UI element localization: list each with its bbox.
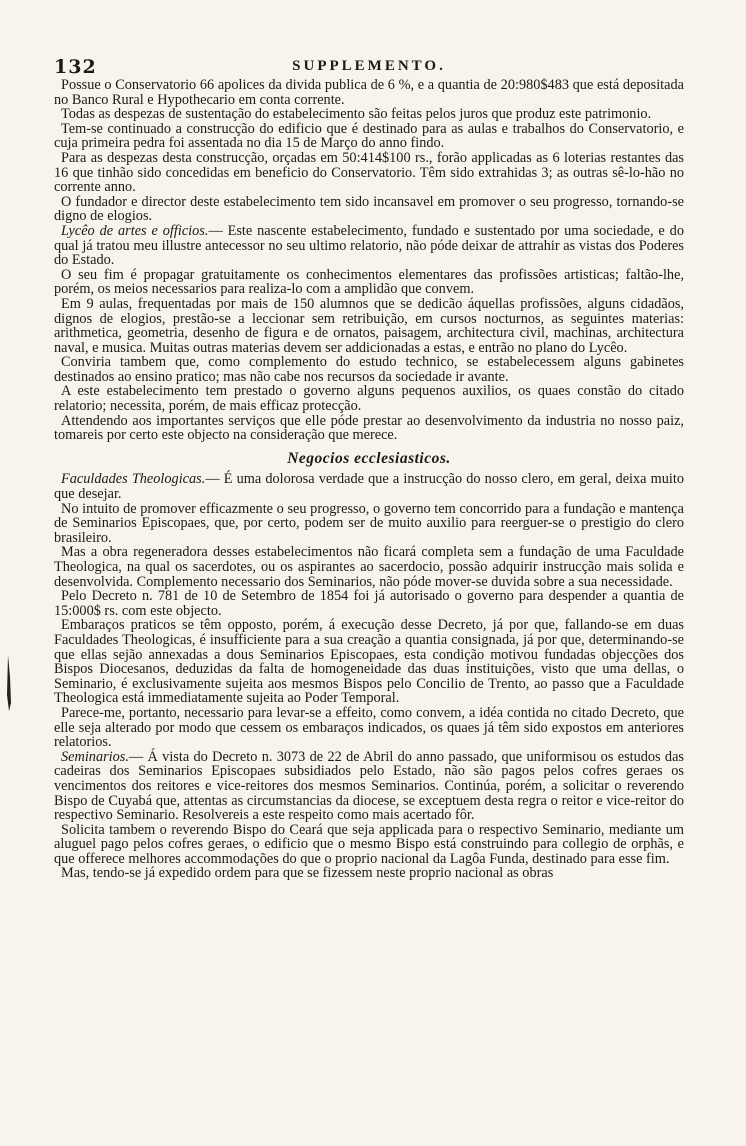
paragraph-text: Solicita tambem o reverendo Bispo do Ceará que seja applicada para o respectivo Seminario, mediante um aluguel pago pelos cofres geraes, o edificio que o mesmo Bispo está construindo para collegio de orphãs, e que offerece melhores accommodações do que o proprio nacional da Lagôa Funda, destinado para esse fim. (54, 821, 684, 867)
paragraph-text: Em 9 aulas, frequentadas por mais de 150 alumnos que se dedicão áquellas profissões, alguns cidadãos, dignos de elogios, prestão-se a leccionar sem retribuição, em cursos nocturnos, as seguintes materias: arithmetica, geometria, desenho de figura e de ornatos, paisagem, architectura civil, machinas, architectura naval, e musica. Muitas outras materias devem ser addicionadas a estas, e entrão no plano do Lycêo. (54, 295, 684, 356)
paragraph-text: Parece-me, portanto, necessario para levar-se a effeito, como convem, a idéa contida no citado Decreto, que elle seja alterado por modo que cessem os embaraços indicados, os quaes já têm sido expostos em anteriores relatorios. (54, 704, 684, 751)
paragraph-text: Todas as despezas de sustentação do estabelecimento são feitas pelos juros que produz este patrimonio. (61, 106, 652, 123)
page-header (54, 52, 684, 78)
paragraph-text: Attendendo aos importantes serviços que elle póde prestar ao desenvolvimento da industria no nosso paiz, tomareis por certo este objecto na consideração que merece. (54, 412, 684, 444)
paragraph-text: Para as despezas desta construcção, orçadas em 50:414$100 rs., forão applicadas as 6 loterias restantes das 16 que tinhão sido concedidas em beneficio do Conservatorio. Têm sido extrahidas 3; as outras sê-lo-hão no corrente anno. (54, 149, 684, 196)
paragraph-text: Conviria tambem que, como complemento do estudo technico, se estabelecessem alguns gabinetes destinados ao ensino pratico; mas não cabe nos recursos da sociedade ir avante. (54, 354, 684, 385)
paragraph-lead: Faculdades Theologicas. (61, 471, 206, 488)
paragraph (54, 384, 684, 413)
paragraph (54, 823, 684, 867)
paragraph (54, 78, 684, 107)
paragraph-text: — Á vista do Decreto n. 3073 de 22 de Abril do anno passado, que uniformisou os estudos das cadeiras dos Seminarios Episcopaes subsidiados pelo Estado, não são pagos pelos cofres geraes os vencimentos dos reitores e vice-reitores dos mesmos Seminarios. Continúa, porém, a solicitar o reverendo Bispo de Cuyabá que, attentas as circumstancias da diocese, se exceptuem desta regra o reitor e vice-reitor do respectivo Seminario. Resolvereis a este respeito como mais acertado fôr. (54, 748, 684, 824)
paragraph-text: A este estabelecimento tem prestado o governo alguns pequenos auxilios, os quaes constão do citado relatorio; necessita, porém, de mais efficaz protecção. (54, 383, 684, 415)
paragraph (54, 502, 684, 546)
paragraph-text: O fundador e director deste estabelecimento tem sido incansavel em promover o seu progresso, tornando-se digno de elogios. (54, 193, 684, 225)
paragraph (54, 107, 684, 122)
body-text (54, 78, 684, 881)
paragraph-text: O seu fim é propagar gratuitamente os conhecimentos elementares das profissões artisticas; faltão-lhe, porém, os meios necessarios para realiza-lo com a amplidão que convem. (54, 266, 684, 298)
paragraph (54, 589, 684, 618)
paragraph (54, 297, 684, 355)
margin-ink-mark (6, 655, 12, 711)
paragraph-text: Mas, tendo-se já expedido ordem para que se fizessem neste proprio nacional as obras (61, 865, 554, 882)
paragraph-lead: Lycêo de artes e officios. (61, 222, 209, 239)
paragraph (54, 414, 684, 443)
paragraph-text: — É uma dolorosa verdade que a instrucção do nosso clero, em geral, deixa muito que desejar. (54, 471, 684, 503)
paragraph (54, 866, 684, 881)
paragraph-text: Tem-se continuado a construcção do edificio que é destinado para as aulas e trabalhos do Conservatorio, e cuja primeira pedra foi assentada no dia 15 de Março do anno findo. (54, 120, 684, 152)
paragraph-text: Embaraços praticos se têm opposto, porém, á execução desse Decreto, já por que, fallando-se em duas Faculdades Theologicas, é insufficiente para a sua creação a quantia consignada, já por que, determinando-se que ellas sejão annexadas a dous Seminarios Episcopaes, esta condição motivou fundadas objecções dos Bispos Diocesanos, deduzidas da falta de homogeneidade das duas instituições, visto que uma dellas, o Seminario, é exclusivamente sujeita aos mesmos Bispos pelo Concilio de Trento, ao passo que a Faculdade Theologica está immediatamente sujeita ao Poder Temporal. (54, 617, 684, 707)
paragraph-text: Pelo Decreto n. 781 de 10 de Setembro de 1854 foi já autorisado o governo para despender a quantia de 15:000$ rs. com este objecto. (54, 588, 684, 619)
paragraph-text: No intuito de promover efficazmente o seu progresso, o governo tem concorrido para a fundação e mantença de Seminarios Episcopaes, que, por certo, podem ser de muito auxilio para reerguer-se o prestigio do clero brasileiro. (54, 500, 684, 546)
paragraph (54, 268, 684, 297)
paragraph (54, 472, 684, 501)
section-conservatorio-lyceo (54, 78, 684, 443)
paragraph-text: — Este nascente estabelecimento, fundado e sustentado por uma sociedade, e do qual já tratou meu illustre antecessor no seu ultimo relatorio, não póde deixar de attrahir as vistas dos Poderes do Estado. (54, 222, 684, 269)
section-title: Negocios ecclesiasticos. (287, 449, 451, 467)
paragraph (54, 706, 684, 750)
running-title: SUPPLEMENTO. (292, 58, 446, 74)
paragraph (54, 195, 684, 224)
paragraph (54, 750, 684, 823)
paragraph-text: Possue o Conservatorio 66 apolices da divida publica de 6 %, e a quantia de 20:980$483 que está depositada no Banco Rural e Hypothecario em conta corrente. (54, 77, 684, 108)
paragraph-lead: Seminarios. (61, 748, 129, 765)
paragraph (54, 122, 684, 151)
paragraph (54, 618, 684, 706)
paragraph (54, 224, 684, 268)
paragraph (54, 545, 684, 589)
paragraph (54, 355, 684, 384)
section-negocios-ecclesiasticos (54, 472, 684, 881)
paragraph-text: Mas a obra regeneradora desses estabelecimentos não ficará completa sem a fundação de uma Faculdade Theologica, na qual os sacerdotes, ou os aspirantes ao sacerdocio, possão adquirir instrucção mais solida e desenvolvida. Complemento necessario dos Seminarios, não póde mover-se duvida sobre a sua necessidade. (54, 544, 684, 590)
paragraph (54, 151, 684, 195)
page-number: 132 (54, 56, 97, 78)
